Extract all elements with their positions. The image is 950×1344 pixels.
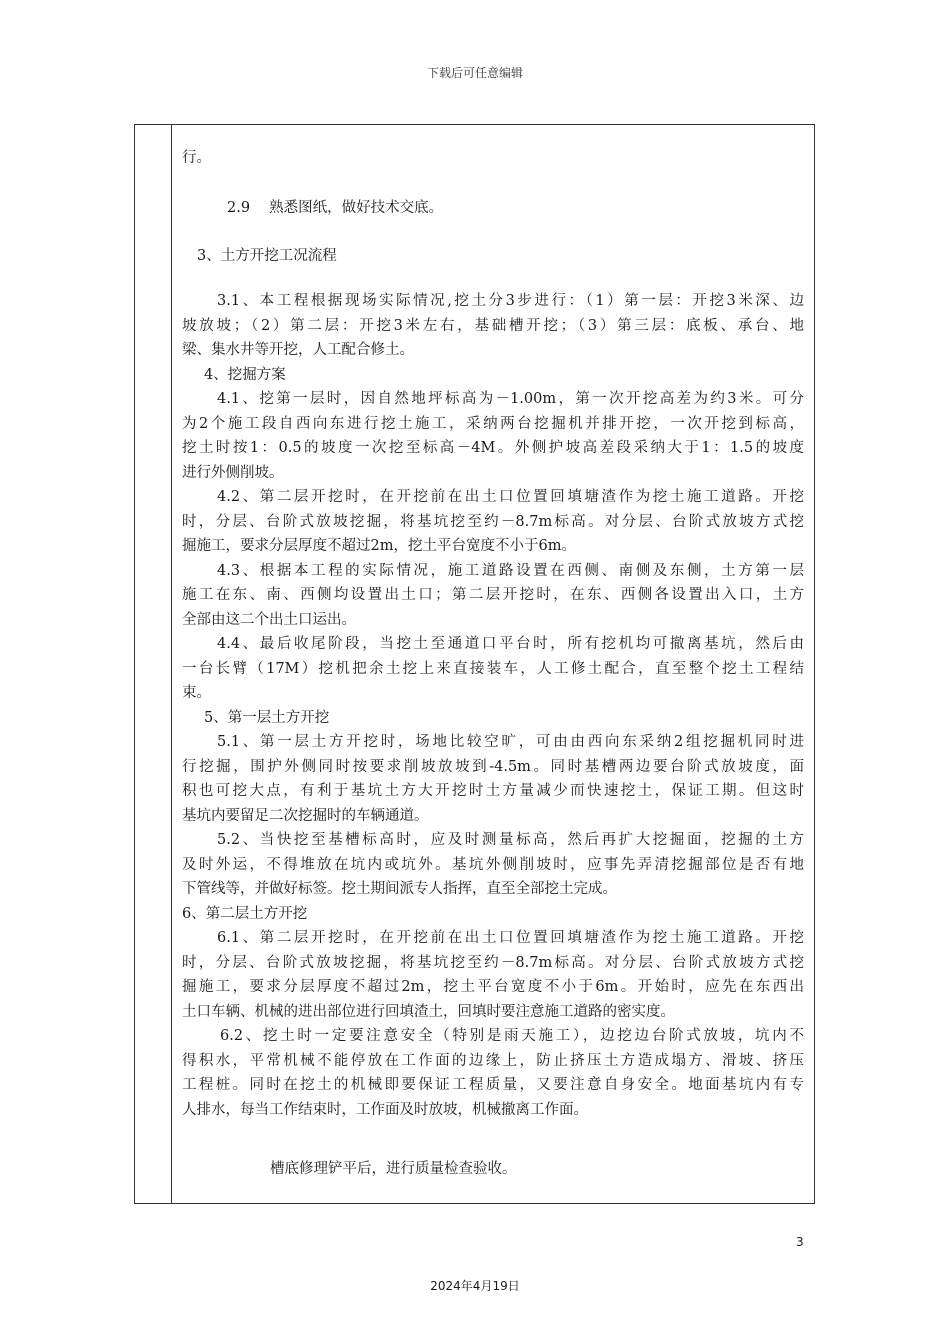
text-line: 4.4、最后收尾阶段，当挖土至通道口平台时，所有挖机均可撤离基坑，然后由 (217, 636, 804, 652)
text-line: 6.1、第二层开挖时，在开挖前在出土口位置回填塘渣作为挖土施工道路。开挖 (217, 930, 804, 946)
text-line: 6、第二层土方开挖 (182, 906, 308, 922)
text-line: 土口车辆、机械的进出部位进行回填渣土，回填时要注意施工道路的密实度。 (182, 1004, 675, 1020)
text-line: 5.2、当快挖至基槽标高时，应及时测量标高，然后再扩大挖掘面，挖掘的土方 (217, 832, 804, 848)
footer-date: 2024年4月19日 (430, 1279, 520, 1293)
text-line: 2.9 熟悉图纸，做好技术交底。 (227, 200, 444, 216)
text-line: 时，分层、台阶式放坡挖掘，将基坑挖至约－8.7m标高。对分层、台阶式放坡方式挖 (182, 514, 804, 530)
text-line: 掘施工，要求分层厚度不超过2m，挖土平台宽度不小于6m。开始时，应先在东西出 (182, 979, 804, 995)
text-line: 4.3、根据本工程的实际情况，施工道路设置在西侧、南侧及东侧，土方第一层 (217, 563, 804, 579)
text-line: 人排水，每当工作结束时，工作面及时放坡，机械撤离工作面。 (182, 1102, 588, 1118)
text-line: 行挖掘，围护外侧同时按要求削坡放坡到-4.5m。同时基槽两边要台阶式放坡度，面 (182, 759, 804, 775)
text-line: 下管线等，并做好标签。挖土期间派专人指挥，直至全部挖土完成。 (182, 881, 617, 897)
text-line: 积也可挖大点，有利于基坑土方大开挖时土方量减少而快速挖土，保证工期。但这时 (182, 783, 804, 799)
text-line: 3.1、本工程根据现场实际情况,挖土分3步进行：（1）第一层：开挖3米深、边 (217, 293, 804, 309)
text-line: 槽底修理铲平后，进行质量检查验收。 (270, 1161, 517, 1177)
text-line: 及时外运，不得堆放在坑内或坑外。基坑外侧削坡时，应事先弄清挖掘部位是否有地 (182, 857, 804, 873)
text-line: 4、挖掘方案 (204, 367, 286, 383)
text-line: 时，分层、台阶式放坡挖掘，将基坑挖至约－8.7m标高。对分层、台阶式放坡方式挖 (182, 955, 804, 971)
text-line: 施工在东、南、西侧均设置出土口；第二层开挖时，在东、西侧各设置出入口，土方 (182, 587, 804, 603)
text-line: 一台长臂（17M）挖机把余土挖上来直接装车，人工修土配合，直至整个挖土工程结 (182, 661, 804, 677)
text-line: 4.1、挖第一层时，因自然地坪标高为－1.00m，第一次开挖高差为约3米。可分 (217, 391, 804, 407)
table-column-divider (171, 125, 172, 1203)
text-line: 挖土时按1：0.5的坡度一次挖至标高－4M。外侧护坡高差段采纳大于1：1.5的坡度 (182, 440, 804, 456)
text-line: 掘施工，要求分层厚度不超过2m，挖土平台宽度不小于6m。 (182, 538, 576, 554)
text-line: 5.1、第一层土方开挖时，场地比较空旷，可由由西向东采纳2组挖掘机同时进 (217, 734, 804, 750)
text-line: 工程桩。同时在挖土的机械即要保证工程质量，又要注意自身安全。地面基坑内有专 (182, 1077, 804, 1093)
text-line: 得积水，平常机械不能停放在工作面的边缘上，防止挤压土方造成塌方、滑坡、挤压 (182, 1053, 804, 1069)
text-line: 束。 (182, 685, 211, 701)
text-line: 3、土方开挖工况流程 (197, 248, 337, 264)
text-line: 进行外侧削坡。 (182, 465, 284, 481)
text-line: 5、第一层土方开挖 (204, 710, 330, 726)
text-line: 6.2、挖土时一定要注意安全（特别是雨天施工），边挖边台阶式放坡，坑内不 (220, 1028, 804, 1044)
text-line: 坡放坡；（2）第二层：开挖3米左右，基础槽开挖；（3）第三层：底板、承台、地 (182, 318, 804, 334)
text-line: 全部由这二个出土口运出。 (182, 612, 356, 628)
page-header: 下载后可任意编辑 (426, 66, 523, 80)
text-line: 4.2、第二层开挖时，在开挖前在出土口位置回填塘渣作为挖土施工道路。开挖 (217, 489, 804, 505)
text-line: 梁、集水井等开挖，人工配合修土。 (182, 342, 414, 358)
page-number: 3 (796, 1235, 804, 1249)
text-line: 行。 (182, 150, 211, 166)
text-line: 基坑内要留足二次挖掘时的车辆通道。 (182, 808, 429, 824)
text-line: 为2个施工段自西向东进行挖土施工，采纳两台挖掘机并排开挖，一次开挖到标高， (182, 416, 804, 432)
